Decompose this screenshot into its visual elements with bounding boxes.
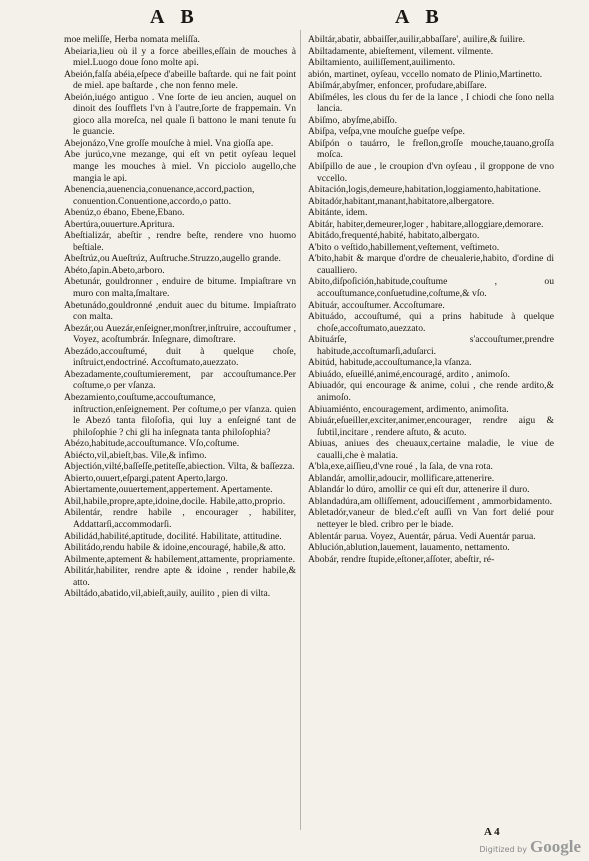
dictionary-entry: Abituádo, accouſtumé, qui a prins habitude à quelque choſe,accoſtumato,auezzato. (308, 311, 554, 334)
dictionary-entry: Abiſpa, veſpa,vne mouſche gueſpe veſpe. (308, 126, 465, 138)
dictionary-entry: Abejonázo,Vne groſſe mouſche à miel. Vna gioſſa ape. (64, 137, 274, 149)
dictionary-entry: Abilentár, rendre habile , encourager , habiliter, Addattarſi,accommodarſi. (64, 507, 296, 530)
dictionary-entry: Abitánte, idem. (308, 207, 368, 219)
dictionary-entry: Abenencia,auenencia,conuenance,accord,paction, conuention.Conuentione,accordo,o patto. (64, 184, 255, 207)
dictionary-entry: A'bito,habit & marque d'ordre de cheualerie,habito, d'ordine di caualliero. (308, 253, 554, 276)
dictionary-entry: Abituárſe, s'accouſtumer,prendre habitude,accoſtumarſi,aduſarci. (308, 334, 554, 357)
digitized-watermark (479, 837, 581, 857)
dictionary-entry: Abezamiento,couſtume,accouſtumance, inſtruction,enſeignement. Per coſtume,o per vſanza. quien le Abezó tanta filoſofia, qui luy a enſeigné tant de philoſophie ? chi gli ha inſegnata tanta philoſophia? (64, 391, 296, 438)
left-column (64, 34, 296, 824)
dictionary-entry: abión, martinet, oyſeau, vccello nomato de Plinio,Martinetto. (308, 68, 543, 80)
dictionary-entry: Abiltadamente, abieſtement, vilement. vilmente. (308, 45, 494, 57)
dictionary-entry: Abertúra,ouuerture.Apritura. (64, 218, 175, 230)
dictionary-entry: Abetunádo,gouldronné ,enduit auec du bitume. Impiaſtrato con malta. (64, 299, 296, 323)
dictionary-entry: Ablución,ablution,lauement, lauamento, nettamento. (308, 542, 510, 554)
dictionary-entry: Abiertamente,ouuertement,appertement. Apertamente. (64, 484, 273, 496)
dictionary-entry: Abetunár, gouldronner , enduire de bitume. Impiaſtrare vn muro con malta,ſmaltare. (64, 276, 296, 300)
dictionary-entry: Abitación,logis,demeure,habitation,loggiamento,habitatione. (308, 184, 541, 196)
dictionary-entry: Abiuár,eſueiller,exciter,animer,encourager, rendre aigu & ſubtil,incitare , rendere aſtuto, & acuto. (308, 415, 554, 438)
dictionary-entry: Abiltádo,abatido,vil,abieſt,auily, auilito , pien di vilta. (64, 588, 271, 600)
dictionary-entry: Abitár, habiter,demeurer,loger , habitare,alloggiare,demorare. (308, 218, 544, 230)
dictionary-entry: Abiécto,vil,abieſt,bas. Vile,& infimo. (64, 449, 207, 461)
dictionary-entry: Abletadór,vaneur de bled.c'eſt auſſi vn Van fort delié pour netteyer le bled. cribro per le biade. (308, 507, 554, 530)
dictionary-entry: Abeiaria,lieu où il y a force abeilles,eſſain de mouches à miel.Luogo doue ſono molte api. (64, 45, 296, 69)
dictionary-entry: Abéto,ſapin.Abeto,arboro. (64, 264, 165, 276)
dictionary-entry: Abiuas, aniues des cheuaux,certaine maladie, le viue de caualli,che è malatia. (308, 438, 554, 461)
dictionary-entry: Abilitádo,rendu habile & idoine,encouragé, habile,& atto. (64, 542, 286, 554)
dictionary-entry: Abezár,ou Auezár,enſeigner,monſtrer,inſtruire, accouſtumer , Voyez, acoſtumbrár. Inſegnare, dimoſtrare. (64, 322, 296, 346)
dictionary-entry: Abiltár,abatir, abbaiſſer,auilir,abbaſſare', auilire,& ſuilire. (308, 34, 526, 45)
dictionary-entry: Abeión,iuégo antiguo . Vne ſorte de ieu ancien, auquel on dinoit des ſoufflets l'vn à l'autre,ſorte de frappemain. Vn gioco alla moreſca, nel quale ſi battono le mani tenute ſu le guancie. (64, 91, 296, 138)
dictionary-entry: Abierto,ouuert,eſpargi,patent Aperto,largo. (64, 472, 228, 484)
dictionary-entry: Abito,diſpoſición,habitude,couſtume , ou accouſtumance,conſuetudine,coſtume,& vſo. (308, 276, 554, 300)
dictionary-entry: Abobár, rendre ſtupide,eſtoner,aſſoter, abeſtir, ré- (308, 553, 495, 565)
dictionary-entry: Abiſméles, les clous du fer de la lance , I chiodi che ſono nella lancia. (308, 91, 554, 115)
dictionary-entry: Ablentár parua. Voyez, Auentár, párua. Vedi Auentár parua. (308, 530, 536, 542)
dictionary-entry: Ablandadúra,am olliſſement, adouciſſement , ammorbidamento. (308, 495, 553, 507)
dictionary-entry: Abeſtializár, abeſtir , rendre beſte, rendere vno huomo beſtiale. (64, 230, 296, 253)
running-header-right: A B (395, 6, 445, 28)
dictionary-entry: Abjectión,vilté,baſſeſſe,petiteſſe,abiection. Vilta, & baſſezza. (64, 461, 295, 473)
dictionary-entry: Abil,habile,propre,apte,idoine,docile. Habile,atto,proprio. (64, 495, 286, 507)
dictionary-entry: Abiuadór, qui encourage & anime, colui , che rende ardito,& animoſo. (308, 380, 554, 403)
google-logo: Google (530, 837, 581, 856)
column-divider (300, 30, 301, 830)
dictionary-entry: Abiſpón o tauárro, le freſlon,groſſe mouche,tauano,groſſa moſca. (308, 137, 554, 161)
dictionary-entry: A'bito o veſtido,habillement,veſtement, veſtimeto. (308, 241, 500, 253)
dictionary-entry: Abilidád,habilité,aptitude, docilité. Habilitate, attitudine. (64, 530, 282, 542)
dictionary-entry: Abituár, accouſtumer. Accoſtumare. (308, 299, 445, 311)
dictionary-entry: A'bla,exe,aiſſieu,d'vne roué , la ſala, de vna rota. (308, 461, 493, 473)
dictionary-entry: Abiuádo, eſueillé,animé,encouragé, ardito , animoſo. (308, 368, 510, 380)
running-header-left: A B (150, 6, 200, 28)
dictionary-entry: Abezadamente,couſtumierement, par accouſtumance.Per coſtume,o per vſanza. (64, 368, 296, 392)
dictionary-entry: Abézo,habitude,accouſtumance. Vſo,coſtume. (64, 438, 240, 450)
dictionary-entry: Abitadór,habitant,manant,habitatore,albergatore. (308, 195, 495, 207)
dictionary-entry: Ablandár, amollir,adoucir, mollificare,attenerire. (308, 472, 495, 484)
dictionary-entry: Abitádo,frequenté,habité, habitato,albergato. (308, 230, 480, 242)
digitized-label: Digitized by (479, 845, 527, 854)
right-column (308, 34, 554, 824)
dictionary-entry: Abiuamiénto, encouragement, ardimento, animoſita. (308, 403, 509, 415)
dictionary-entry: Abiſmár,abyſmer, enfoncer, profudare,abiſſare. (308, 80, 487, 92)
dictionary-entry: Abe jurúco,vne mezange, qui eſt vn petit oyſeau lequel mange les mouches à miel. Vn picciolo augello,che mangia le api. (64, 149, 296, 184)
dictionary-entry: Abeión,falſa abéia,eſpece d'abeille baſtarde. qui ne fait point de miel. ape baſtarde , che non fenno mele. (64, 68, 296, 92)
dictionary-entry: Abiſpillo de aue , le croupion d'vn oyſeau , il groppone de vno vccello. (308, 161, 554, 184)
dictionary-entry: Ablandár lo dúro, amollir ce qui eſt dur, attenerire il duro. (308, 484, 530, 496)
dictionary-entry: moe meliſſe, Herba nomata meliſſa. (64, 34, 200, 45)
signature-mark: A 4 (484, 826, 500, 838)
dictionary-entry: Abiltamiento, auiliſſement,auilimento. (308, 57, 456, 69)
dictionary-entry: Abilitár,habiliter, rendre apte & idoine , render habile,& atto. (64, 565, 296, 588)
dictionary-entry: Abeſtrúz,ou Aueſtrúz, Auſtruche.Struzzo,augello grande. (64, 253, 281, 265)
dictionary-entry: Abilmente,aptement & habilement,attamente, propriamente. (64, 553, 295, 565)
dictionary-entry: Abezádo,accouſtumé, duit à quelque choſe, inſtruict,endoctriné. Accoſtumato,auezzato. (64, 345, 296, 369)
dictionary-entry: Abenúz,o ébano, Ebene,Ebano. (64, 207, 185, 219)
dictionary-entry: Abitúd, habitude,accouſtumance,la vſanza. (308, 357, 472, 369)
dictionary-entry: Abiſmo, abyſme,abiſſo. (308, 114, 397, 126)
